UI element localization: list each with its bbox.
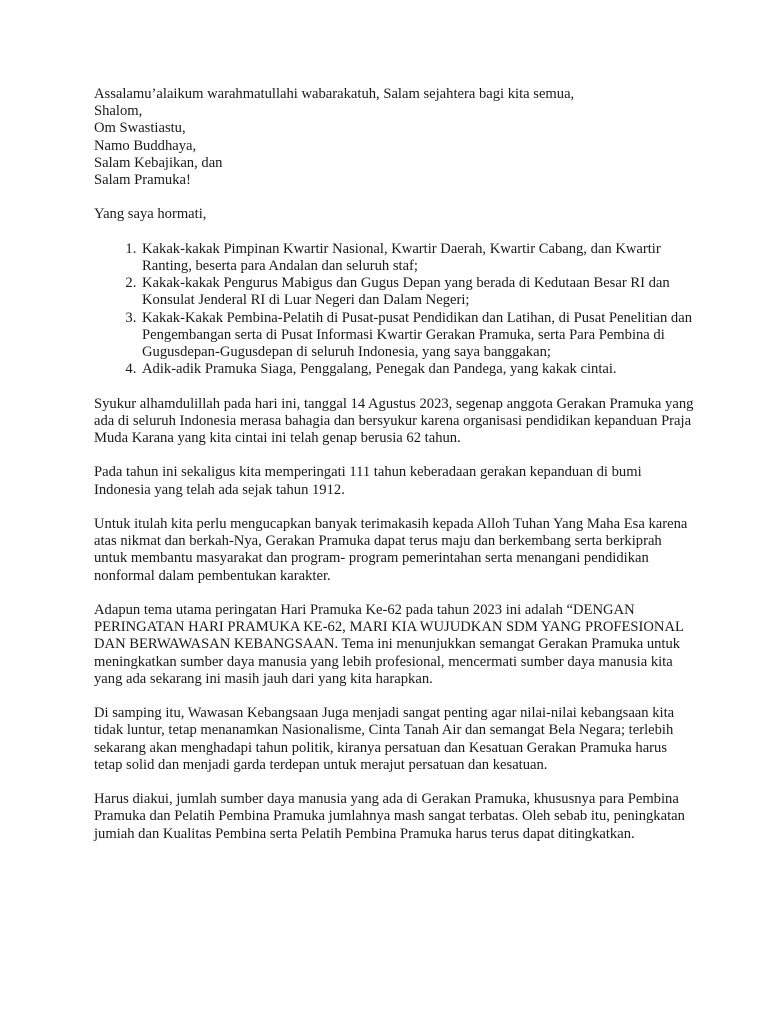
spacer <box>94 774 694 791</box>
list-item: 2. Kakak-kakak Pengurus Mabigus dan Gugus Depan yang berada di Kedutaan Besar RI dan Konsulat Jenderal RI di Luar Negeri dan Dalam Negeri; <box>140 275 694 309</box>
greeting-line: Om Swastiastu, <box>94 120 186 137</box>
body-paragraph: Di samping itu, Wawasan Kebangsaan Juga menjadi sangat penting agar nilai-nilai kebangsaan kita tidak luntur, tetap menanamkan Nasionalisme, Cinta Tanah Air dan semangat Bela Negara; terlebih sekarang akan menghadapi tahun politik, kiranya persatuan dan Kesatuan Gerakan Pramuka harus tetap solid dan menjadi garda terdepan untuk merajut persatuan dan kesatuan. <box>94 705 675 773</box>
spacer <box>94 688 694 705</box>
spacer <box>94 447 694 464</box>
spacer <box>94 189 694 206</box>
greeting-line: Namo Buddhaya, <box>94 137 197 154</box>
list-item: 1. Kakak-kakak Pimpinan Kwartir Nasional, Kwartir Daerah, Kwartir Cabang, dan Kwartir Ranting, beserta para Andalan dan seluruh staf; <box>140 241 694 275</box>
body-paragraph: Harus diakui, jumlah sumber daya manusia yang ada di Gerakan Pramuka, khususnya para Pembina Pramuka dan Pelatih Pembina Pramuka jumlahnya mash sangat terbatas. Oleh sebab itu, peningkatan jumiah dan Kualitas Pembina serta Pelatih Pembina Pramuka harus terus dapat ditingkatkan. <box>94 791 685 842</box>
body-paragraph: Syukur alhamdulillah pada hari ini, tanggal 14 Agustus 2023, segenap anggota Gerakan Pramuka yang ada di seluruh Indonesia merasa bahagia dan bersyukur karena organisasi pendidikan kepanduan Praja Muda Karana yang kita cintai ini telah genap berusia 62 tahun. <box>94 395 694 447</box>
honor-list <box>94 241 694 379</box>
document-page <box>94 86 694 843</box>
body-paragraph: Adapun tema utama peringatan Hari Pramuka Ke-62 pada tahun 2023 ini adalah “DENGAN PERINGATAN HARI PRAMUKA KE-62, MARI KIA WUJUDKAN SDM YANG PROFESIONAL DAN BERWAWASAN KEBANGSAAN. Tema ini menunjukkan semangat Gerakan Pramuka untuk meningkatkan sumber daya manusia yang lebih profesional, mencermati sumber daya manusia kita yang ada sekarang ini masih jauh dari yang kita harapkan. <box>94 602 684 687</box>
greeting-line: Assalamu’alaikum warahmatullahi wabarakatuh, Salam sejahtera bagi kita semua, <box>94 86 575 102</box>
spacer <box>94 378 694 395</box>
list-item: 3. Kakak-Kakak Pembina-Pelatih di Pusat-pusat Pendidikan dan Latihan, di Pusat Penelitian dan Pengembangan serta di Pusat Informasi Kwartir Gerakan Pramuka, serta Para Pembina di Gugusdepan-Gugusdepan di seluruh Indonesia, yang saya banggakan; <box>140 310 694 362</box>
list-item: 4. Adik-adik Pramuka Siaga, Penggalang, Penegak dan Pandega, yang kakak cintai. <box>140 361 694 378</box>
spacer <box>94 224 694 241</box>
body-paragraph: Untuk itulah kita perlu mengucapkan banyak terimakasih kepada Alloh Tuhan Yang Maha Esa karena atas nikmat dan berkah-Nya, Gerakan Pramuka dapat terus maju dan berkembang serta berkiprah untuk membantu masyarakat dan program- program pemerintahan serta menangani pendidikan nonformal dalam pembentukan karakter. <box>94 516 688 584</box>
greetings-block <box>94 86 694 189</box>
body-paragraph: Pada tahun ini sekaligus kita memperingati 111 tahun keberadaan gerakan kepanduan di bumi Indonesia yang telah ada sejak tahun 1912. <box>94 464 642 498</box>
spacer <box>94 499 694 516</box>
greeting-line: Salam Kebajikan, dan <box>94 154 223 171</box>
greeting-line: Salam Pramuka! <box>94 172 191 189</box>
honor-intro: Yang saya hormati, <box>94 206 207 223</box>
spacer <box>94 585 694 602</box>
greeting-line: Shalom, <box>94 103 143 120</box>
